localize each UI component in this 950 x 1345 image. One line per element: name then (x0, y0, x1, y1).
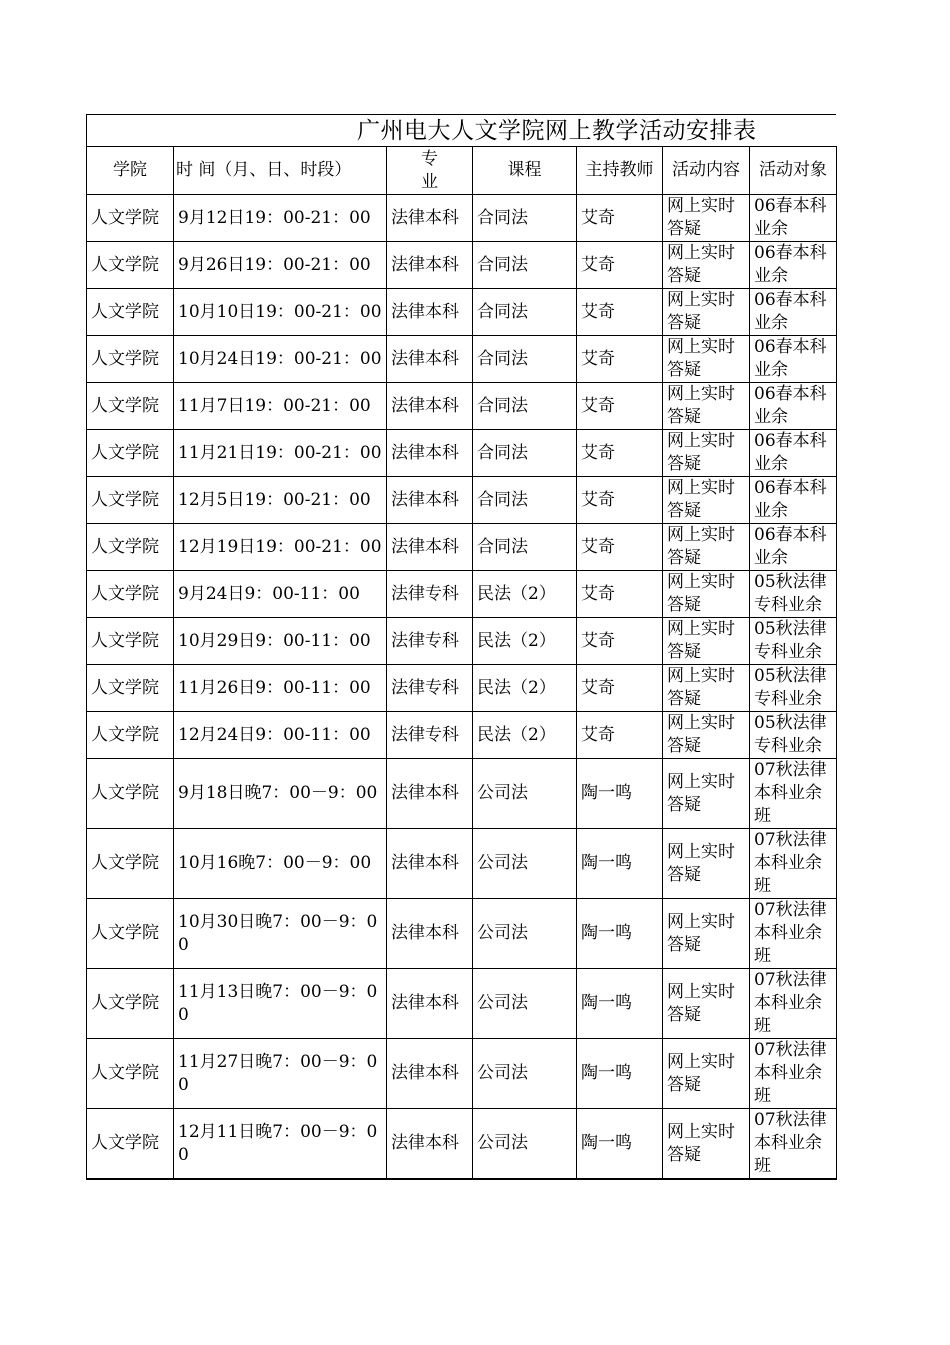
row-teacher: 艾奇 (577, 430, 663, 477)
row-time: 9月24日9：00-11：00 (174, 571, 387, 618)
row-time: 12月11日晚7：00－9：00 (174, 1109, 387, 1180)
row-course: 公司法 (473, 1109, 577, 1180)
header-college: 学院 (87, 147, 174, 195)
row-content: 网上实时答疑 (663, 571, 750, 618)
row-college: 人文学院 (87, 336, 174, 383)
row-college: 人文学院 (87, 1109, 174, 1180)
row-major: 法律本科 (387, 383, 473, 430)
table-row (87, 195, 837, 242)
row-college: 人文学院 (87, 242, 174, 289)
row-teacher: 陶一鸣 (577, 969, 663, 1039)
row-major: 法律本科 (387, 1109, 473, 1180)
header-course: 课程 (473, 147, 577, 195)
row-major: 法律专科 (387, 618, 473, 665)
row-time: 10月30日晚7：00－9：00 (174, 899, 387, 969)
row-course: 合同法 (473, 477, 577, 524)
row-course: 合同法 (473, 289, 577, 336)
row-target: 07秋法律本科业余班 (750, 829, 837, 899)
row-time: 11月27日晚7：00－9：00 (174, 1039, 387, 1109)
row-course: 公司法 (473, 899, 577, 969)
row-college: 人文学院 (87, 618, 174, 665)
row-time: 11月7日19：00-21：00 (174, 383, 387, 430)
header-row (87, 147, 837, 195)
row-teacher: 艾奇 (577, 571, 663, 618)
table-row (87, 383, 837, 430)
table-row (87, 829, 837, 899)
row-content: 网上实时答疑 (663, 1039, 750, 1109)
row-content: 网上实时答疑 (663, 477, 750, 524)
row-target: 05秋法律专科业余 (750, 571, 837, 618)
row-course: 合同法 (473, 242, 577, 289)
row-teacher: 陶一鸣 (577, 759, 663, 829)
table-row (87, 759, 837, 829)
row-major: 法律本科 (387, 829, 473, 899)
row-course: 合同法 (473, 430, 577, 477)
row-major: 法律专科 (387, 665, 473, 712)
row-major: 法律本科 (387, 477, 473, 524)
row-teacher: 陶一鸣 (577, 899, 663, 969)
row-course: 合同法 (473, 336, 577, 383)
row-major: 法律本科 (387, 242, 473, 289)
row-teacher: 艾奇 (577, 195, 663, 242)
row-content: 网上实时答疑 (663, 383, 750, 430)
row-teacher: 艾奇 (577, 289, 663, 336)
row-target: 06春本科业余 (750, 242, 837, 289)
row-content: 网上实时答疑 (663, 524, 750, 571)
row-teacher: 艾奇 (577, 712, 663, 759)
row-target: 06春本科业余 (750, 430, 837, 477)
row-teacher: 艾奇 (577, 242, 663, 289)
table-body (87, 195, 837, 1180)
schedule-table (86, 146, 837, 1180)
row-content: 网上实时答疑 (663, 829, 750, 899)
row-college: 人文学院 (87, 383, 174, 430)
row-teacher: 艾奇 (577, 336, 663, 383)
row-major: 法律本科 (387, 289, 473, 336)
row-college: 人文学院 (87, 759, 174, 829)
row-teacher: 艾奇 (577, 524, 663, 571)
row-time: 11月26日9：00-11：00 (174, 665, 387, 712)
row-major: 法律本科 (387, 524, 473, 571)
row-teacher: 陶一鸣 (577, 829, 663, 899)
row-course: 民法（2） (473, 618, 577, 665)
row-target: 07秋法律本科业余班 (750, 759, 837, 829)
row-course: 公司法 (473, 829, 577, 899)
row-course: 合同法 (473, 383, 577, 430)
row-time: 12月19日19：00-21：00 (174, 524, 387, 571)
row-target: 07秋法律本科业余班 (750, 1109, 837, 1180)
row-college: 人文学院 (87, 477, 174, 524)
row-target: 06春本科业余 (750, 336, 837, 383)
row-course: 公司法 (473, 969, 577, 1039)
row-teacher: 艾奇 (577, 618, 663, 665)
row-college: 人文学院 (87, 665, 174, 712)
row-time: 10月29日9：00-11：00 (174, 618, 387, 665)
row-target: 05秋法律专科业余 (750, 712, 837, 759)
row-course: 民法（2） (473, 712, 577, 759)
row-target: 06春本科业余 (750, 383, 837, 430)
row-time: 12月5日19：00-21：00 (174, 477, 387, 524)
schedule-sheet (86, 114, 836, 1180)
row-time: 10月10日19：00-21：00 (174, 289, 387, 336)
header-time: 时 间（月、日、时段） (174, 147, 387, 195)
row-content: 网上实时答疑 (663, 336, 750, 383)
row-course: 公司法 (473, 759, 577, 829)
row-course: 公司法 (473, 1039, 577, 1109)
row-target: 07秋法律本科业余班 (750, 969, 837, 1039)
row-major: 法律专科 (387, 712, 473, 759)
table-row (87, 571, 837, 618)
row-content: 网上实时答疑 (663, 618, 750, 665)
table-row (87, 618, 837, 665)
row-content: 网上实时答疑 (663, 759, 750, 829)
row-course: 民法（2） (473, 571, 577, 618)
row-college: 人文学院 (87, 571, 174, 618)
row-college: 人文学院 (87, 289, 174, 336)
row-college: 人文学院 (87, 969, 174, 1039)
row-target: 06春本科业余 (750, 524, 837, 571)
row-time: 9月12日19：00-21：00 (174, 195, 387, 242)
row-target: 05秋法律专科业余 (750, 618, 837, 665)
row-major: 法律本科 (387, 969, 473, 1039)
table-row (87, 712, 837, 759)
row-content: 网上实时答疑 (663, 712, 750, 759)
row-college: 人文学院 (87, 899, 174, 969)
row-college: 人文学院 (87, 1039, 174, 1109)
row-teacher: 艾奇 (577, 477, 663, 524)
row-major: 法律本科 (387, 336, 473, 383)
row-college: 人文学院 (87, 524, 174, 571)
title-row (86, 114, 836, 146)
row-target: 06春本科业余 (750, 195, 837, 242)
table-row (87, 430, 837, 477)
row-time: 11月21日19：00-21：00 (174, 430, 387, 477)
table-row (87, 477, 837, 524)
row-target: 06春本科业余 (750, 477, 837, 524)
row-major: 法律本科 (387, 1039, 473, 1109)
row-course: 民法（2） (473, 665, 577, 712)
row-college: 人文学院 (87, 195, 174, 242)
row-time: 10月24日19：00-21：00 (174, 336, 387, 383)
row-time: 12月24日9：00-11：00 (174, 712, 387, 759)
row-content: 网上实时答疑 (663, 899, 750, 969)
row-major: 法律本科 (387, 195, 473, 242)
row-content: 网上实时答疑 (663, 195, 750, 242)
row-teacher: 陶一鸣 (577, 1109, 663, 1180)
row-content: 网上实时答疑 (663, 289, 750, 336)
row-college: 人文学院 (87, 430, 174, 477)
row-teacher: 陶一鸣 (577, 1039, 663, 1109)
table-row (87, 1109, 837, 1180)
row-college: 人文学院 (87, 829, 174, 899)
row-teacher: 艾奇 (577, 665, 663, 712)
table-row (87, 899, 837, 969)
row-college: 人文学院 (87, 712, 174, 759)
row-time: 10月16晚7：00－9：00 (174, 829, 387, 899)
row-target: 05秋法律专科业余 (750, 665, 837, 712)
row-major: 法律本科 (387, 899, 473, 969)
row-time: 9月26日19：00-21：00 (174, 242, 387, 289)
row-course: 合同法 (473, 195, 577, 242)
row-target: 06春本科业余 (750, 289, 837, 336)
table-row (87, 242, 837, 289)
header-major: 专 业 (387, 147, 473, 195)
table-row (87, 969, 837, 1039)
table-row (87, 665, 837, 712)
row-content: 网上实时答疑 (663, 242, 750, 289)
row-time: 9月18日晚7：00－9：00 (174, 759, 387, 829)
table-row (87, 289, 837, 336)
row-major: 法律本科 (387, 430, 473, 477)
row-teacher: 艾奇 (577, 383, 663, 430)
row-major: 法律专科 (387, 571, 473, 618)
table-row (87, 1039, 837, 1109)
table-row (87, 336, 837, 383)
row-target: 07秋法律本科业余班 (750, 899, 837, 969)
header-target: 活动对象 (750, 147, 837, 195)
row-content: 网上实时答疑 (663, 969, 750, 1039)
header-teacher: 主持教师 (577, 147, 663, 195)
row-course: 合同法 (473, 524, 577, 571)
row-time: 11月13日晚7：00－9：00 (174, 969, 387, 1039)
row-target: 07秋法律本科业余班 (750, 1039, 837, 1109)
row-content: 网上实时答疑 (663, 430, 750, 477)
table-row (87, 524, 837, 571)
row-content: 网上实时答疑 (663, 1109, 750, 1180)
row-content: 网上实时答疑 (663, 665, 750, 712)
header-content: 活动内容 (663, 147, 750, 195)
page-title: 广州电大人文学院网上教学活动安排表 (357, 118, 757, 144)
row-major: 法律本科 (387, 759, 473, 829)
